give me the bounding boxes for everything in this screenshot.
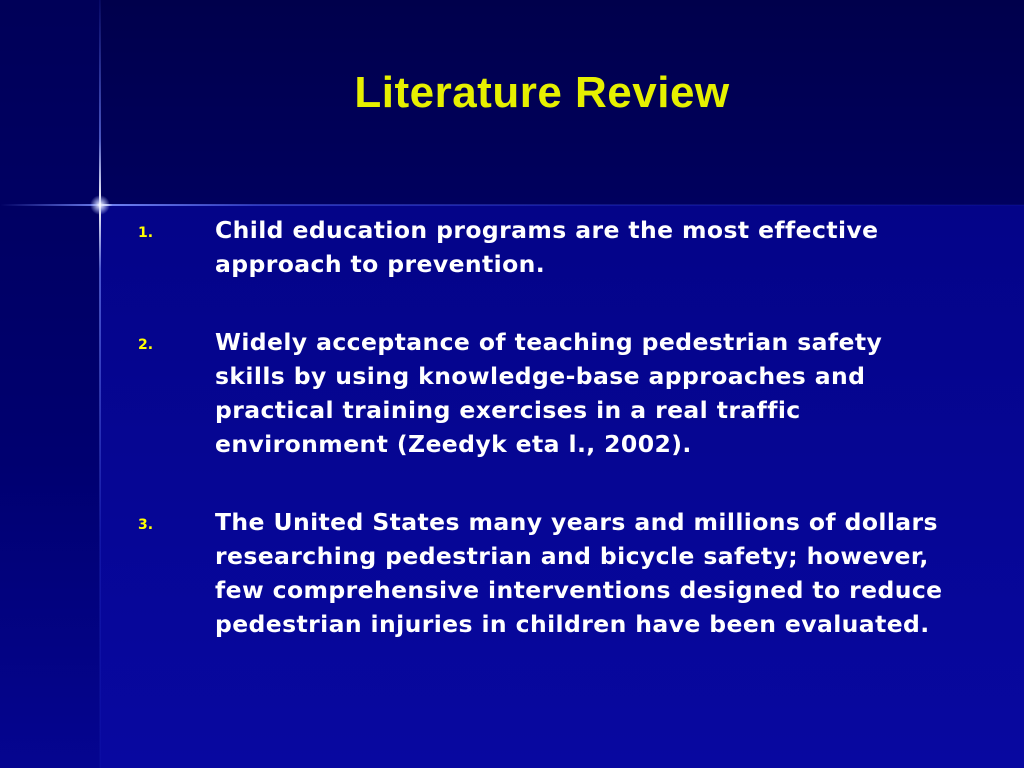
horizontal-light-line bbox=[0, 204, 1024, 206]
list-item bbox=[130, 213, 960, 281]
list-item bbox=[130, 325, 960, 461]
list-item-text: Widely acceptance of teaching pedestrian safety skills by using knowledge-base approaches and practical training exercises in a real traffic environment (Zeedyk eta l., 2002). bbox=[215, 328, 883, 458]
slide-title: Literature Review bbox=[354, 68, 730, 117]
list-item bbox=[130, 505, 960, 641]
list-item-number: 2. bbox=[138, 337, 154, 353]
list-item-text: The United States many years and millions of dollars researching pedestrian and bicycle safety; however, few comprehensive interventions designed to reduce pedestrian injuries in children have been evaluated. bbox=[215, 508, 943, 638]
numbered-list bbox=[130, 213, 960, 685]
list-item-number: 3. bbox=[138, 517, 154, 533]
list-item-text: Child education programs are the most effective approach to prevention. bbox=[215, 216, 879, 278]
sparkle-icon bbox=[90, 195, 110, 215]
list-item-number: 1. bbox=[138, 225, 154, 241]
